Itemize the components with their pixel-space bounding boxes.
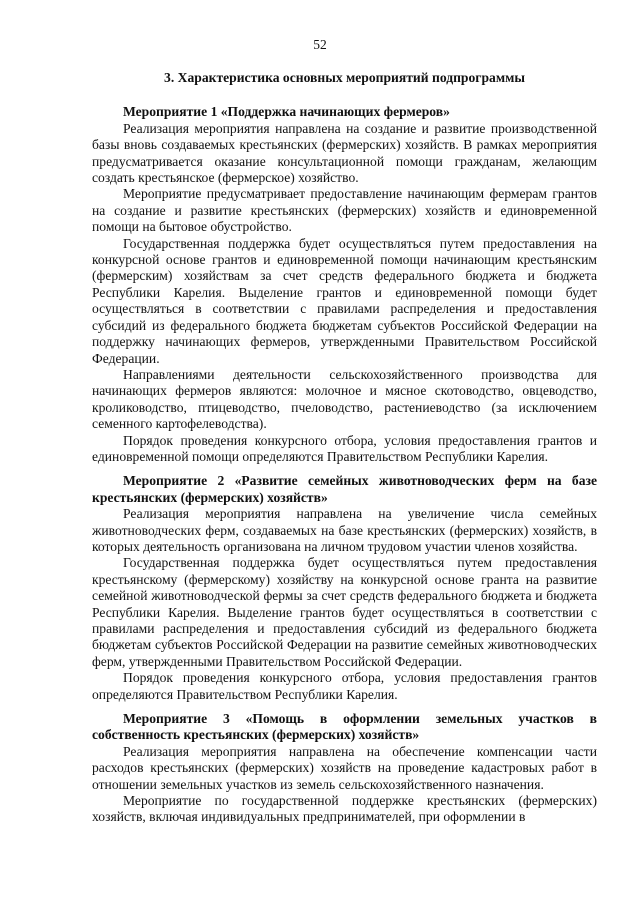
measure-2 xyxy=(92,473,597,703)
paragraph: Порядок проведения конкурсного отбора, условия предоставления грантов определяются Правительством Республики Карелия. xyxy=(92,670,597,702)
measure-3 xyxy=(92,711,597,826)
paragraph: Государственная поддержка будет осуществляться путем предоставления крестьянскому (фермерскому) хозяйству на конкурсной основе гранта на развитие семейной животноводческой фермы за счет средств федерального бюджета и бюджета Республики Карелия. Выделение грантов будет осуществляться в соответствии с правилами распределения и предоставления субсидий из федерального бюджета бюджетам субъектов Российской Федерации на развитие семейных животноводческих ферм, утвержденными Правительством Российской Федерации. xyxy=(92,555,597,669)
measure-title: Мероприятие 3 «Помощь в оформлении земельных участков в собственность крестьянских (фермерских) хозяйств» xyxy=(92,711,597,743)
paragraph: Мероприятие по государственной поддержке крестьянских (фермерских) хозяйств, включая индивидуальных предпринимателей, при оформлении в xyxy=(92,793,597,825)
paragraph: Направлениями деятельности сельскохозяйственного производства для начинающих фермеров являются: молочное и мясное скотоводство, овцеводство, кролиководство, птицеводство, пчеловодство, растениеводство (за исключением семенного картофелеводства). xyxy=(92,366,597,432)
measure-title: Мероприятие 1 «Поддержка начинающих фермеров» xyxy=(123,104,450,120)
paragraph: Реализация мероприятия направлена на обеспечение компенсации части расходов крестьянских (фермерских) хозяйств на проведение кадастровых работ в отношении земельных участков из земель сельскохозяйственного назначения. xyxy=(92,743,597,792)
section-title: 3. Характеристика основных мероприятий подпрограммы xyxy=(164,70,525,85)
paragraph: Государственная поддержка будет осуществляться путем предоставления на конкурсной основе грантов и единовременной помощи начинающим крестьянским (фермерским) хозяйствам за счет средств федерального бюджета и бюджета Республики Карелия. Выделение грантов и единовременной помощи будет осуществляться в соответствии с правилами распределения и предоставления субсидий из федерального бюджета бюджетам субъектов Российской Федерации на поддержку начинающих фермеров, утвержденными Правительством Российской Федерации. xyxy=(92,235,597,366)
paragraph: Реализация мероприятия направлена на создание и развитие производственной базы вновь создаваемых крестьянских (фермерских) хозяйств. В рамках мероприятия предусматривается оказание консультационной помощи гражданам, желающим создать крестьянское (фермерское) хозяйство. xyxy=(92,120,597,186)
measure-title: Мероприятие 2 «Развитие семейных животноводческих ферм на базе крестьянских (фермерских) хозяйств» xyxy=(92,473,597,505)
paragraph: Порядок проведения конкурсного отбора, условия предоставления грантов и единовременной помощи определяются Правительством Республики Карелия. xyxy=(92,432,597,464)
measure-1 xyxy=(92,104,597,465)
paragraph: Реализация мероприятия направлена на увеличение числа семейных животноводческих ферм, создаваемых на базе крестьянских (фермерских) хозяйств, в которых деятельность организована на личном трудовом участии членов хозяйства. xyxy=(92,506,597,554)
page-number: 52 xyxy=(313,37,327,52)
page-content xyxy=(92,70,597,826)
paragraph: Мероприятие предусматривает предоставление начинающим фермерам грантов на создание и развитие крестьянских (фермерских) хозяйств и единовременной помощи на бытовое обустройство. xyxy=(92,186,597,235)
